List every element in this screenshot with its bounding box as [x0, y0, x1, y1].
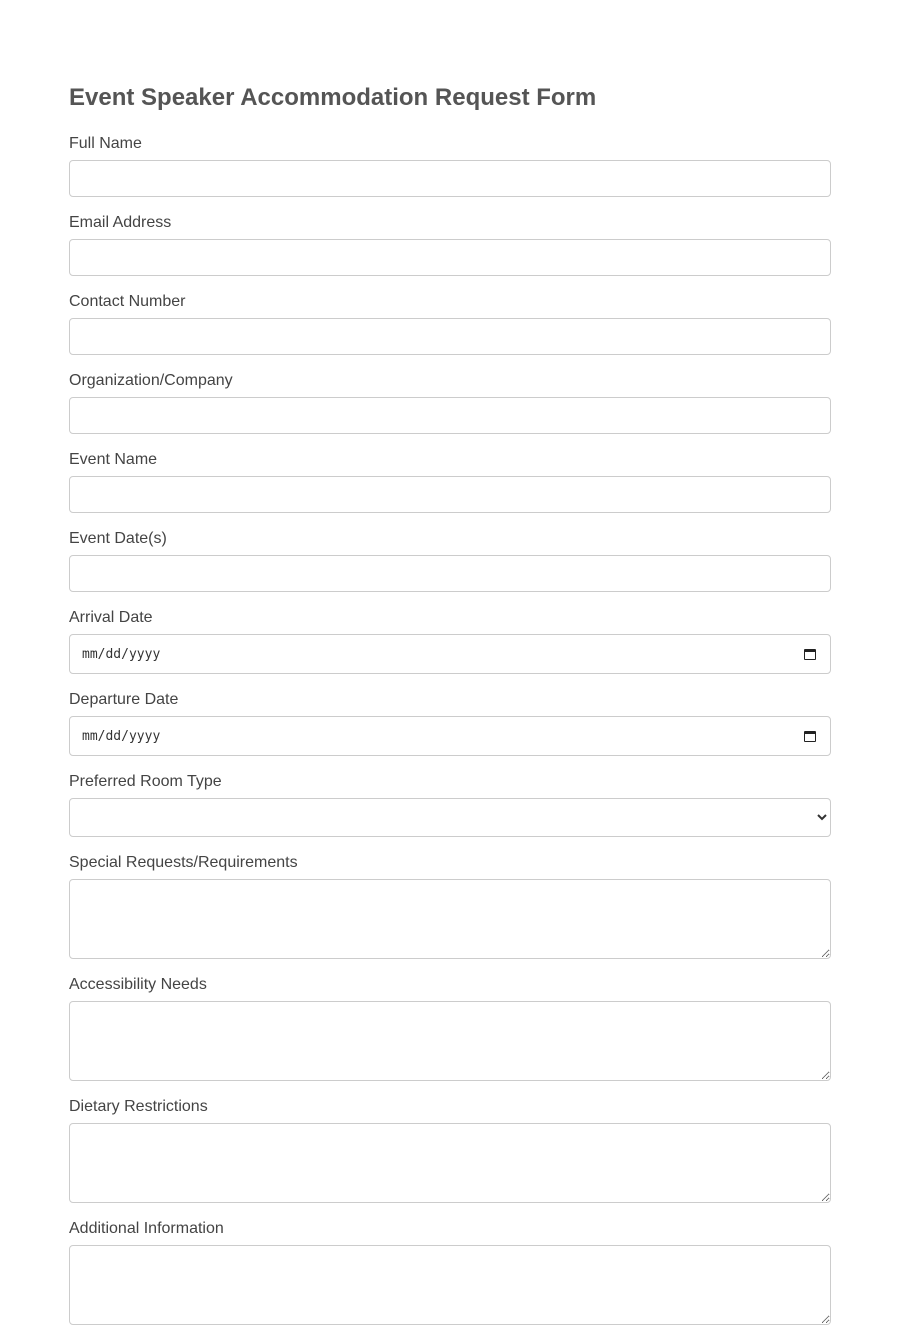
special-requests-label: Special Requests/Requirements [69, 854, 298, 871]
departure-date-label: Departure Date [69, 691, 179, 708]
event-dates-group [69, 529, 831, 592]
email-group [69, 213, 831, 276]
departure-date-placeholder: mm/dd/yyyy [82, 728, 161, 744]
organization-group [69, 371, 831, 434]
full-name-label: Full Name [69, 135, 142, 152]
email-label: Email Address [69, 214, 172, 231]
event-name-label: Event Name [69, 451, 158, 468]
organization-label: Organization/Company [69, 372, 233, 389]
speaker-accommodation-form [69, 84, 831, 1341]
room-type-select[interactable] [69, 798, 831, 837]
special-requests-group [69, 853, 831, 959]
accessibility-label: Accessibility Needs [69, 976, 207, 993]
arrival-date-input[interactable] [69, 634, 831, 674]
contact-label: Contact Number [69, 293, 186, 310]
room-type-group [69, 772, 831, 837]
room-type-label: Preferred Room Type [69, 773, 222, 790]
event-name-input[interactable] [69, 476, 831, 513]
page-title: Event Speaker Accommodation Request Form [69, 84, 597, 111]
email-input[interactable] [69, 239, 831, 276]
event-dates-input[interactable] [69, 555, 831, 592]
dietary-textarea[interactable] [69, 1123, 831, 1203]
full-name-group [69, 134, 831, 197]
event-name-group [69, 450, 831, 513]
arrival-date-placeholder: mm/dd/yyyy [82, 646, 161, 662]
dietary-label: Dietary Restrictions [69, 1098, 208, 1115]
additional-info-label: Additional Information [69, 1220, 224, 1237]
accessibility-group [69, 975, 831, 1081]
special-requests-textarea[interactable] [69, 879, 831, 959]
dietary-group [69, 1097, 831, 1203]
contact-number-input[interactable] [69, 318, 831, 355]
additional-info-textarea[interactable] [69, 1245, 831, 1325]
event-dates-label: Event Date(s) [69, 530, 167, 547]
departure-date-group [69, 690, 831, 756]
full-name-input[interactable] [69, 160, 831, 197]
calendar-icon[interactable] [804, 731, 816, 742]
arrival-date-group [69, 608, 831, 674]
calendar-icon[interactable] [804, 649, 816, 660]
organization-input[interactable] [69, 397, 831, 434]
additional-info-group [69, 1219, 831, 1325]
accessibility-textarea[interactable] [69, 1001, 831, 1081]
arrival-date-label: Arrival Date [69, 609, 153, 626]
contact-group [69, 292, 831, 355]
departure-date-input[interactable] [69, 716, 831, 756]
